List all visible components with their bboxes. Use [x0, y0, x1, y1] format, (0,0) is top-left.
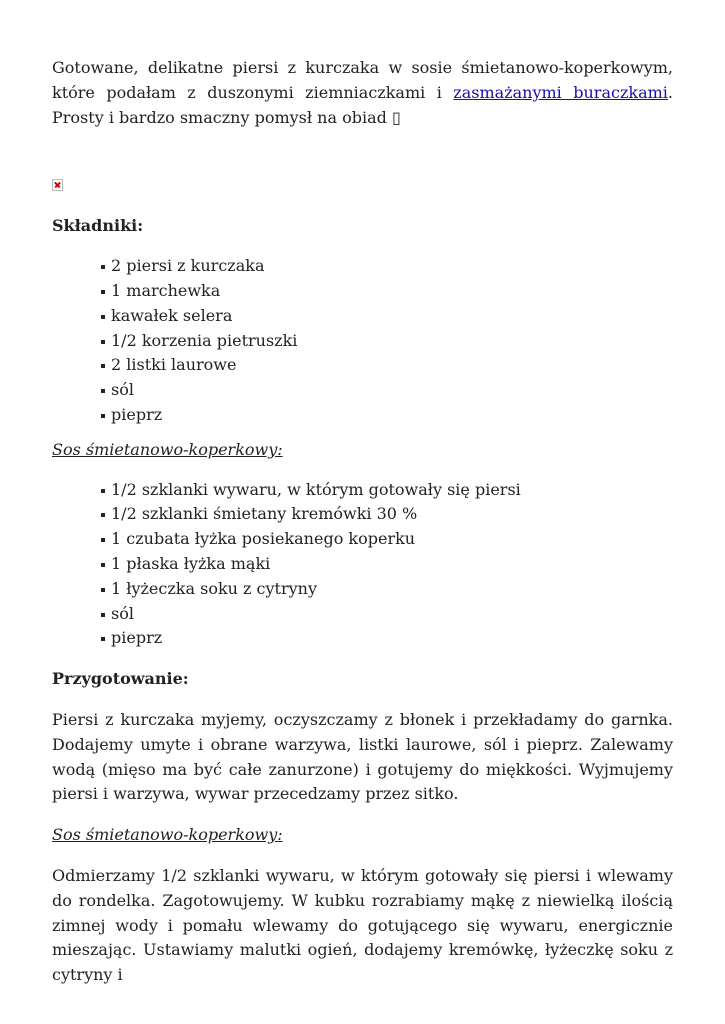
list-item: 1/2 korzenia pietruszki	[99, 329, 673, 354]
preparation-heading: Przygotowanie:	[52, 669, 189, 689]
sauce-preparation-heading: Sos śmietanowo-koperkowy:	[52, 825, 283, 845]
article-content	[52, 56, 673, 988]
image-container	[52, 174, 673, 192]
list-item: 2 listki laurowe	[99, 353, 673, 378]
sauce-heading: Sos śmietanowo-koperkowy:	[52, 439, 283, 459]
intro-text: Gotowane, delikatne piersi z kurczaka w sosie śmietanowo-koperkowym, które podałam z duszonymi ziemniaczkami i	[52, 58, 673, 102]
list-item: 1 łyżeczka soku z cytryny	[99, 577, 673, 602]
preparation-paragraph-2: Odmierzamy 1/2 szklanki wywaru, w którym gotowały się piersi i wlewamy do rondelka. Zagotowujemy. W kubku rozrabiamy mąkę z niewielką ilością zimnej wody i pomału wlewamy do gotującego się wywaru, energicznie mieszając. Ustawiamy malutki ogień, dodajemy kremówkę, łyżeczkę soku z cytryny i	[52, 865, 673, 985]
intro-text-end: . Prosty i bardzo smaczny pomysł na obiad	[52, 82, 673, 127]
list-item: sól	[99, 602, 673, 627]
list-item: pieprz	[99, 403, 673, 428]
list-item: 2 piersi z kurczaka	[99, 254, 673, 279]
emoji-placeholder-icon: ▯	[391, 107, 401, 127]
list-item: 1/2 szklanki śmietany kremówki 30 %	[99, 502, 673, 527]
ingredients-heading: Składniki:	[52, 216, 144, 236]
list-item: 1 czubata łyżka posiekanego koperku	[99, 527, 673, 552]
list-item: 1/2 szklanki wywaru, w którym gotowały się piersi	[99, 478, 673, 503]
broken-image-icon	[52, 179, 63, 191]
list-item: pieprz	[99, 626, 673, 651]
intro-paragraph	[52, 56, 673, 130]
list-item: kawałek selera	[99, 304, 673, 329]
list-item: sól	[99, 378, 673, 403]
list-item: 1 marchewka	[99, 279, 673, 304]
list-item: 1 płaska łyżka mąki	[99, 552, 673, 577]
sauce-ingredients-list	[52, 478, 673, 652]
ingredients-list	[52, 254, 673, 428]
recipe-link[interactable]: zasmażanymi buraczkami	[453, 82, 668, 102]
preparation-paragraph-1: Piersi z kurczaka myjemy, oczyszczamy z błonek i przekładamy do garnka. Dodajemy umyte i obrane warzywa, listki laurowe, sól i pieprz. Zalewamy wodą (mięso ma być całe zanurzone) i gotujemy do miękkości. Wyjmujemy piersi i warzywa, wywar przecedzamy przez sitko.	[52, 709, 673, 804]
